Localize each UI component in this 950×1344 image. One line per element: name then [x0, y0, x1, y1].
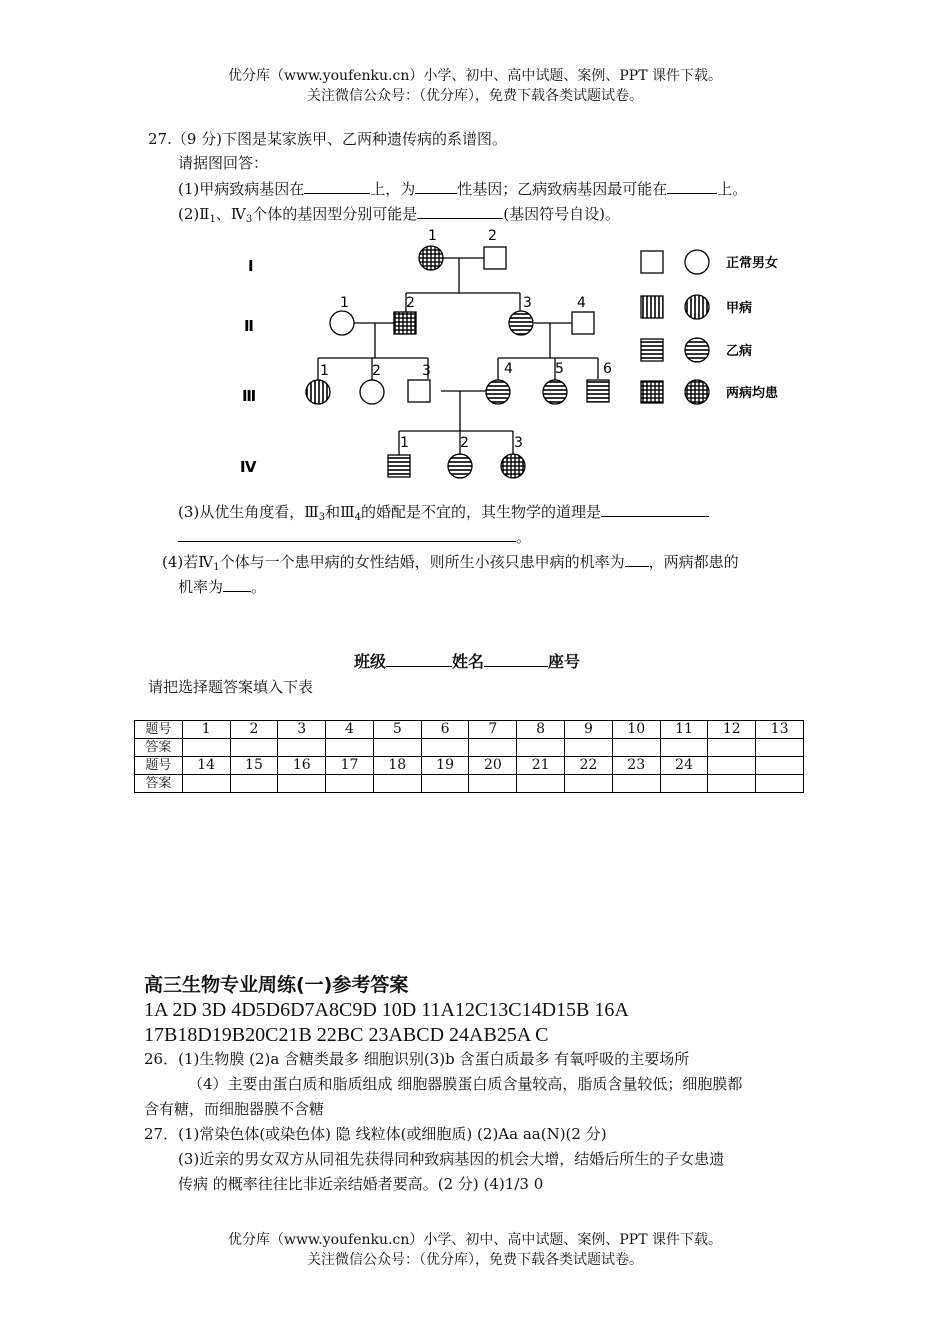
answer-27-line-2: (3)近亲的男女双方从同祖先获得同种致病基因的机会大增，结婚后所生的子女患遗	[178, 1150, 725, 1168]
q3-text-a: (3)从优生角度看，Ⅲ	[178, 503, 319, 521]
num-II-2: 2	[406, 295, 415, 311]
q3-blank-1[interactable]	[601, 500, 709, 517]
question-number: 18	[373, 757, 421, 775]
legend-normal-label: 正常男女	[726, 256, 779, 271]
row-label: 答案	[135, 739, 183, 757]
answer-cell[interactable]	[469, 739, 517, 757]
answer-cell[interactable]	[278, 775, 326, 793]
choice-answers-line-2: 17B18D19B20C21B 22BC 23ABCD 24AB25A C	[144, 1024, 549, 1046]
question-number: 7	[469, 721, 517, 739]
answer-cell[interactable]	[660, 739, 708, 757]
q2-blank[interactable]	[417, 202, 503, 219]
q1-text-a: (1)甲病致病基因在	[178, 180, 305, 198]
question-27-part-3-line-2	[178, 525, 531, 548]
answer-26-line-1: 26．(1)生物膜 (2)a 含糖类最多 细胞识别(3)b 含蛋白质最多 有氧呼吸的主要场所	[144, 1050, 690, 1068]
q3-end: 。	[516, 528, 532, 546]
row-label: 题号	[135, 721, 183, 739]
num-II-4: 4	[577, 295, 586, 311]
num-II-1: 1	[340, 295, 349, 311]
question-number: 13	[756, 721, 804, 739]
legend-both-male	[641, 381, 663, 403]
answer-cell[interactable]	[421, 739, 469, 757]
q3-sub-1: 3	[318, 512, 326, 523]
answer-cell[interactable]	[469, 775, 517, 793]
table-instruction: 请把选择题答案填入下表	[148, 678, 314, 696]
answer-cell[interactable]	[230, 775, 278, 793]
q3-blank-2[interactable]	[178, 525, 516, 542]
answer-cell[interactable]	[612, 739, 660, 757]
row-label: 题号	[135, 757, 183, 775]
num-III-3: 3	[422, 363, 431, 379]
q1-blank-2[interactable]	[415, 177, 457, 194]
individual-II-4	[572, 312, 594, 334]
individual-III-6	[587, 380, 609, 402]
question-number: 4	[326, 721, 374, 739]
num-IV-1: 1	[400, 435, 409, 451]
num-IV-3: 3	[514, 435, 523, 451]
answer-cell[interactable]	[565, 775, 613, 793]
answer-cell[interactable]	[230, 739, 278, 757]
question-number: 22	[565, 757, 613, 775]
answer-cell[interactable]	[182, 775, 230, 793]
legend-yi-label: 乙病	[726, 344, 753, 359]
individual-III-3	[408, 380, 430, 402]
q2-text-c: 个体的基因型分别可能是	[252, 205, 418, 223]
footer-line-1: 优分库（www.youfenku.cn）小学、初中、高中试题、案例、PPT 课件下载。	[227, 1232, 722, 1248]
answer-cell[interactable]	[708, 739, 756, 757]
table-row	[135, 757, 804, 775]
individual-II-1	[330, 311, 354, 335]
answer-cell[interactable]	[182, 739, 230, 757]
q4-blank-2[interactable]	[223, 575, 251, 592]
individual-III-5	[543, 380, 567, 404]
q3-sub-2: 4	[354, 512, 361, 523]
answers-title: 高三生物专业周练(一)参考答案	[144, 974, 409, 996]
q1-blank-1[interactable]	[304, 177, 370, 194]
header-line-1: 优分库（www.youfenku.cn）小学、初中、高中试题、案例、PPT 课件下载。	[227, 68, 722, 84]
individual-IV-2	[448, 454, 472, 478]
seat-label: 座号	[548, 652, 581, 671]
generation-label-2: Ⅱ	[244, 317, 254, 335]
question-number: 2	[230, 721, 278, 739]
num-III-1: 1	[320, 363, 329, 379]
question-number	[756, 757, 804, 775]
q1-blank-3[interactable]	[667, 177, 717, 194]
q2-text-a: (2)Ⅱ	[178, 205, 210, 223]
row-label: 答案	[135, 775, 183, 793]
question-number: 16	[278, 757, 326, 775]
legend-jia-label: 甲病	[726, 301, 753, 316]
answer-cell[interactable]	[326, 775, 374, 793]
answer-cell[interactable]	[612, 775, 660, 793]
individual-III-4	[486, 380, 510, 404]
page-header	[0, 66, 950, 106]
q2-text-d: (基因符号自设)。	[503, 205, 620, 223]
question-number: 3	[278, 721, 326, 739]
question-number: 21	[517, 757, 565, 775]
question-number	[708, 757, 756, 775]
legend-yi-male	[641, 339, 663, 361]
individual-I-1	[419, 246, 443, 270]
legend-jia-female	[685, 295, 709, 319]
answer-cell[interactable]	[660, 775, 708, 793]
num-I-1: 1	[428, 228, 437, 244]
legend-normal-female	[685, 250, 709, 274]
question-number: 14	[182, 757, 230, 775]
pedigree-lines	[318, 258, 598, 455]
q3-text-b: 和Ⅲ	[325, 503, 355, 521]
individual-I-2	[484, 247, 506, 269]
question-number: 19	[421, 757, 469, 775]
question-number: 23	[612, 757, 660, 775]
legend-both-female	[685, 380, 709, 404]
individual-IV-1	[388, 455, 410, 477]
answer-cell[interactable]	[708, 775, 756, 793]
question-number: 20	[469, 757, 517, 775]
answer-cell[interactable]	[421, 775, 469, 793]
name-blank[interactable]	[484, 650, 548, 667]
legend-jia-male	[641, 296, 663, 318]
num-III-5: 5	[555, 361, 564, 377]
choice-answers-line-1: 1A 2D 3D 4D5D6D7A8C9D 10D 11A12C13C14D15B 16A	[144, 999, 629, 1021]
question-number: 8	[517, 721, 565, 739]
question-27-prompt: 请据图回答：	[178, 154, 269, 172]
question-number: 24	[660, 757, 708, 775]
num-III-4: 4	[504, 361, 513, 377]
answer-27-line-3: 传病 的概率往往比非近亲结婚者要高。(2 分) (4)1/3 0	[178, 1175, 544, 1193]
answer-cell[interactable]	[278, 739, 326, 757]
answer-table	[134, 720, 804, 793]
num-IV-2: 2	[460, 435, 469, 451]
q4-text-d: 机率为	[178, 578, 224, 596]
question-27-part-1	[178, 177, 747, 200]
generation-label-3: Ⅲ	[242, 387, 257, 405]
individual-III-2	[360, 380, 384, 404]
individual-numbers	[320, 228, 612, 451]
q1-text-c: 性基因；乙病致病基因最可能在	[457, 180, 668, 198]
answer-cell[interactable]	[756, 739, 804, 757]
q4-text-b: 个体与一个患甲病的女性结婚，则所生小孩只患甲病的机率为	[219, 553, 625, 571]
q3-text-c: 的婚配是不宜的，其生物学的道理是	[360, 503, 601, 521]
num-I-2: 2	[488, 228, 497, 244]
q1-text-d: 上。	[717, 180, 748, 198]
question-number: 12	[708, 721, 756, 739]
individual-IV-3	[501, 454, 525, 478]
question-number: 9	[565, 721, 613, 739]
answer-cell[interactable]	[517, 775, 565, 793]
q2-sub-1: 1	[209, 214, 216, 225]
q4-text-a: (4)若Ⅳ	[162, 553, 214, 571]
student-info-line	[354, 650, 580, 673]
legend-yi-female	[685, 338, 709, 362]
class-label: 班级	[354, 652, 387, 671]
legend-both-label: 两病均患	[726, 386, 779, 401]
pedigree-diagram	[230, 225, 810, 490]
answer-cell[interactable]	[756, 775, 804, 793]
footer-line-2: 关注微信公众号：（优分库），免费下载各类试题试卷。	[307, 1252, 643, 1268]
q2-sub-2: 3	[245, 214, 253, 225]
q4-text-e: 。	[251, 578, 267, 596]
legend-normal-male	[641, 251, 663, 273]
class-blank[interactable]	[386, 650, 452, 667]
generation-label-1: Ⅰ	[248, 257, 254, 275]
answer-cell[interactable]	[373, 739, 421, 757]
question-number: 6	[421, 721, 469, 739]
header-line-2: 关注微信公众号：（优分库），免费下载各类试题试卷。	[307, 88, 643, 104]
question-number: 10	[612, 721, 660, 739]
answer-cell[interactable]	[517, 739, 565, 757]
q4-blank-1[interactable]	[625, 550, 649, 567]
question-27-part-4-line-2	[178, 575, 266, 598]
answer-27-line-1: 27．(1)常染色体(或染色体) 隐 线粒体(或细胞质) (2)Aa aa(N)(2 分)	[144, 1125, 607, 1143]
num-III-6: 6	[603, 361, 612, 377]
answer-cell[interactable]	[565, 739, 613, 757]
individual-III-1	[306, 380, 330, 404]
answer-cell[interactable]	[326, 739, 374, 757]
question-27-title: 27.（9 分)下图是某家族甲、乙两种遗传病的系谱图。	[148, 130, 508, 148]
individual-II-2	[394, 312, 416, 334]
question-number: 5	[373, 721, 421, 739]
q4-text-c: ，两病都患的	[648, 553, 739, 571]
question-number: 15	[230, 757, 278, 775]
question-number: 11	[660, 721, 708, 739]
table-row	[135, 721, 804, 739]
q2-text-b: 、Ⅳ	[215, 205, 246, 223]
answer-26-line-3: 含有糖，而细胞器膜不含糖	[144, 1100, 325, 1118]
table-row	[135, 775, 804, 793]
num-II-3: 3	[523, 295, 532, 311]
individual-II-3	[509, 311, 533, 335]
question-number: 17	[326, 757, 374, 775]
q1-text-b: 上，为	[370, 180, 416, 198]
table-row	[135, 739, 804, 757]
answer-cell[interactable]	[373, 775, 421, 793]
name-label: 姓名	[452, 652, 485, 671]
num-III-2: 2	[372, 363, 381, 379]
question-number: 1	[182, 721, 230, 739]
answer-26-line-2: （4）主要由蛋白质和脂质组成 细胞器膜蛋白质含量较高，脂质含量较低；细胞膜都	[188, 1075, 743, 1093]
generation-label-4: Ⅳ	[240, 458, 257, 476]
page-footer	[0, 1230, 950, 1270]
pedigree-legend	[641, 250, 779, 404]
q4-sub: 1	[213, 562, 220, 573]
